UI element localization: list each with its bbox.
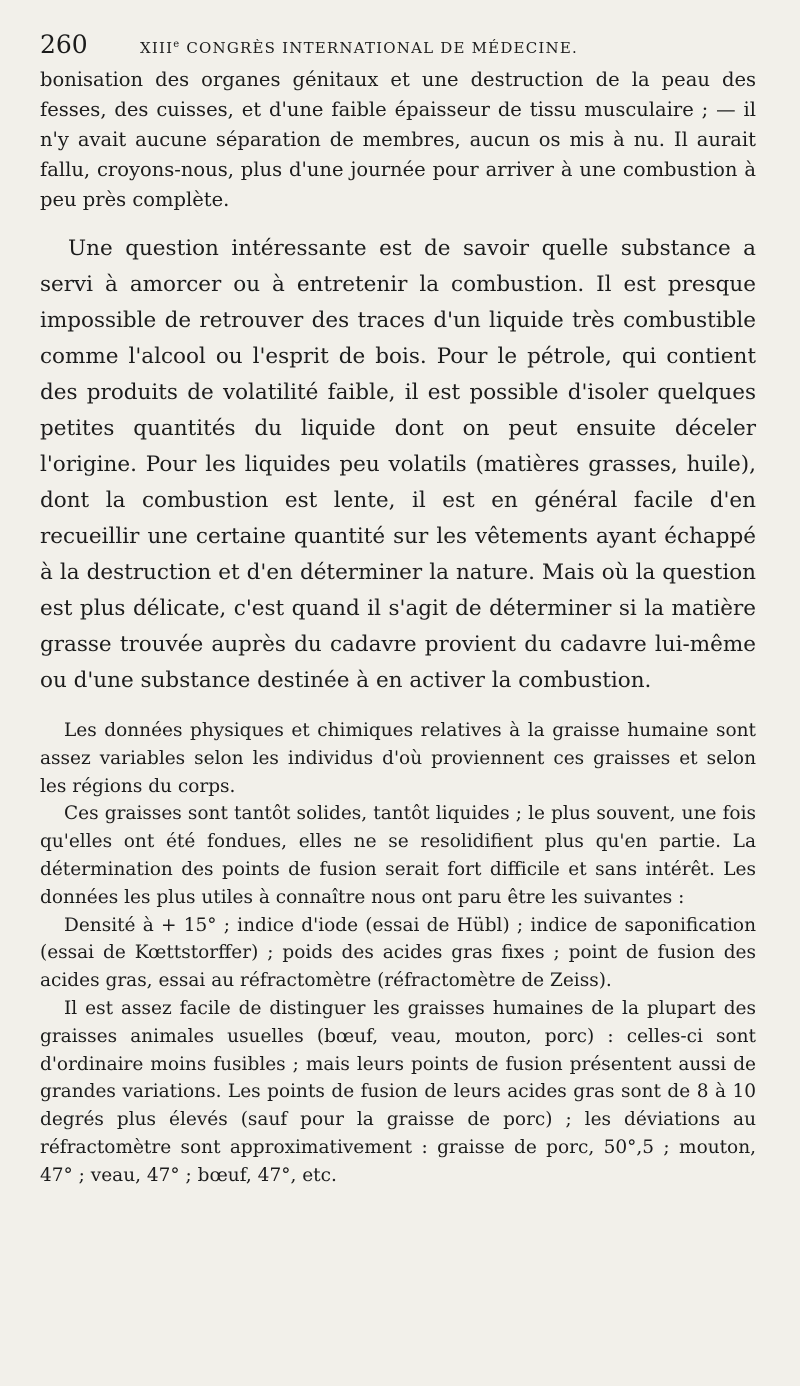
page-number: 260 bbox=[40, 30, 88, 59]
paragraph-4: Ces graisses sont tantôt solides, tantôt liquides ; le plus souvent, une fois qu'elles ont été fondues, elles ne se resolidifient plus qu'en partie. La détermination des points de fusion serait fort difficile et sans intérêt. Les données les plus utiles à connaître nous ont paru être les suivantes : bbox=[40, 803, 756, 908]
continued-paragraph-block bbox=[40, 65, 756, 215]
running-head bbox=[140, 39, 578, 57]
paragraph-6: Il est assez facile de distinguer les graisses humaines de la plupart des graisses animales usuelles (bœuf, veau, mouton, porc) : celles-ci sont d'ordinaire moins fusibles ; mais leurs points de fusion présentent aussi de grandes variations. Les points de fusion de leurs acides gras sont de 8 à 10 degrés plus élevés (sauf pour la graisse de porc) ; les déviations au réfractomètre sont approximativement : graisse de porc, 50°,5 ; mouton, 47° ; veau, 47° ; bœuf, 47°, etc. bbox=[40, 997, 756, 1186]
running-head-post: CONGRÈS INTERNATIONAL DE MÉDECINE. bbox=[180, 39, 578, 57]
paragraph-2: Une question intéressante est de savoir quelle substance a servi à amorcer ou à entretenir la combustion. Il est presque impossible de retrouver des traces d'un liquide très combustible comme l'alcool ou l'esprit de bois. Pour le pétrole, qui contient des produits de volatilité faible, il est possible d'isoler quelques petites quantités du liquide dont on peut ensuite déceler l'origine. Pour les liquides peu volatils (matières grasses, huile), dont la combustion est lente, il est en général facile d'en recueillir une certaine quantité sur les vêtements ayant échappé à la destruction et d'en déterminer la nature. Mais où la question est plus délicate, c'est quand il s'agit de déterminer si la matière grasse trouvée auprès du cadavre provient du cadavre lui-même ou d'une substance destinée à en activer la combustion. bbox=[40, 236, 756, 693]
running-head-pre: XIII bbox=[140, 39, 174, 57]
paragraph-5: Densité à + 15° ; indice d'iode (essai de Hübl) ; indice de saponification (essai de Kœttstorffer) ; poids des acides gras fixes ; point de fusion des acides gras, essai au réfractomètre (réfractomètre de Zeiss). bbox=[40, 914, 756, 992]
small-text-block bbox=[40, 717, 756, 1190]
paragraph-1: bonisation des organes génitaux et une destruction de la peau des fesses, des cuisses, et d'une faible épaisseur de tissu musculaire ; — il n'y avait aucune séparation de membres, aucun os mis à nu. Il aurait fallu, croyons-nous, plus d'une journée pour arriver à une combustion à peu près complète. bbox=[40, 68, 756, 211]
paragraph-3: Les données physiques et chimiques relatives à la graisse humaine sont assez variables selon les individus d'où proviennent ces graisses et selon les régions du corps. bbox=[40, 720, 756, 797]
page-header bbox=[40, 30, 756, 59]
running-head-sup: e bbox=[173, 39, 181, 50]
main-text-block bbox=[40, 231, 756, 699]
